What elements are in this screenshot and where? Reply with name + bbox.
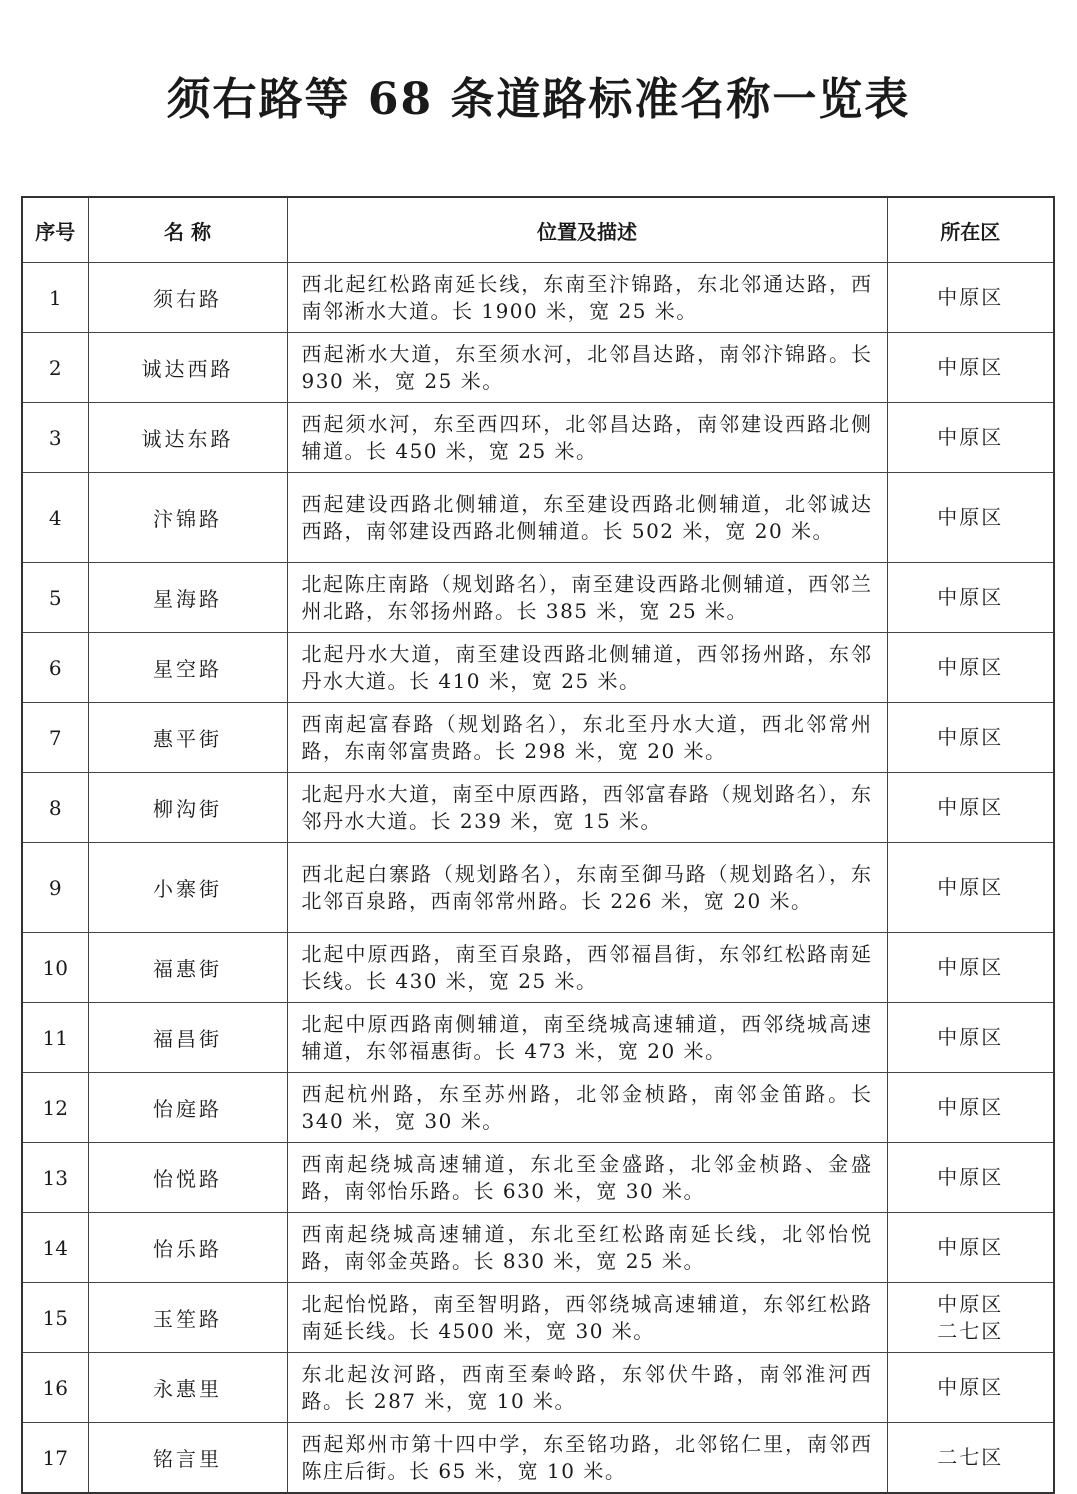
district-name: 中原区 xyxy=(937,655,1004,679)
road-district xyxy=(887,1283,1054,1353)
district-name: 中原区 xyxy=(937,505,1004,529)
road-description: 北起中原西路南侧辅道，南至绕城高速辅道，西邻绕城高速辅道，东邻福惠街。长 473 米，宽 20 米。 xyxy=(287,1003,887,1073)
table-row xyxy=(22,773,1054,843)
road-name: 诚达东路 xyxy=(88,403,287,473)
road-district xyxy=(887,403,1054,473)
road-description: 西南起富春路（规划路名），东北至丹水大道，西北邻常州路，东南邻富贵路。长 298 米，宽 20 米。 xyxy=(287,703,887,773)
table-row xyxy=(22,403,1054,473)
road-description: 西起须水河，东至西四环，北邻昌达路，南邻建设西路北侧辅道。长 450 米，宽 25 米。 xyxy=(287,403,887,473)
road-name: 玉笙路 xyxy=(88,1283,287,1353)
page-title: 须右路等 68 条道路标准名称一览表 xyxy=(166,74,911,125)
road-district xyxy=(887,1143,1054,1213)
row-index: 8 xyxy=(22,773,88,843)
road-name: 铭言里 xyxy=(88,1423,287,1494)
road-description: 西南起绕城高速辅道，东北至金盛路，北邻金桢路、金盛路，南邻怡乐路。长 630 米，宽 30 米。 xyxy=(287,1143,887,1213)
row-index: 14 xyxy=(22,1213,88,1283)
table-row xyxy=(22,473,1054,563)
road-district xyxy=(887,843,1054,933)
table-row xyxy=(22,1213,1054,1283)
row-index: 9 xyxy=(22,843,88,933)
road-name: 须右路 xyxy=(88,263,287,333)
road-description: 东北起汝河路，西南至秦岭路，东邻伏牛路，南邻淮河西路。长 287 米，宽 10 米。 xyxy=(287,1353,887,1423)
district-name: 二七区 xyxy=(937,1318,1004,1343)
district-name: 中原区 xyxy=(937,1095,1004,1119)
district-name: 中原区 xyxy=(937,355,1004,379)
table-row xyxy=(22,333,1054,403)
road-description: 西起杭州路，东至苏州路，北邻金桢路，南邻金笛路。长 340 米，宽 30 米。 xyxy=(287,1073,887,1143)
row-index: 5 xyxy=(22,563,88,633)
header-index: 序号 xyxy=(22,197,88,263)
table-row xyxy=(22,1143,1054,1213)
road-name: 小寨街 xyxy=(88,843,287,933)
district-name: 中原区 xyxy=(937,1291,1004,1316)
row-index: 6 xyxy=(22,633,88,703)
table-row xyxy=(22,1353,1054,1423)
road-name: 福惠街 xyxy=(88,933,287,1003)
road-name: 星海路 xyxy=(88,563,287,633)
row-index: 3 xyxy=(22,403,88,473)
district-name: 中原区 xyxy=(937,725,1004,749)
table-row xyxy=(22,633,1054,703)
row-index: 4 xyxy=(22,473,88,563)
road-district xyxy=(887,333,1054,403)
road-district xyxy=(887,263,1054,333)
table-body xyxy=(22,263,1054,1494)
district-name: 中原区 xyxy=(937,795,1004,819)
table-row xyxy=(22,933,1054,1003)
road-name: 怡悦路 xyxy=(88,1143,287,1213)
table-row xyxy=(22,843,1054,933)
road-name: 星空路 xyxy=(88,633,287,703)
road-description: 西北起白寨路（规划路名），东南至御马路（规划路名），东北邻百泉路，西南邻常州路。长 226 米，宽 20 米。 xyxy=(287,843,887,933)
road-description: 西起淅水大道，东至须水河，北邻昌达路，南邻汴锦路。长 930 米，宽 25 米。 xyxy=(287,333,887,403)
header-description: 位置及描述 xyxy=(287,197,887,263)
district-name: 中原区 xyxy=(937,875,1004,899)
district-name: 中原区 xyxy=(937,955,1004,979)
district-name: 中原区 xyxy=(937,1165,1004,1189)
table-row xyxy=(22,1073,1054,1143)
road-description: 西南起绕城高速辅道，东北至红松路南延长线，北邻怡悦路，南邻金英路。长 830 米，宽 25 米。 xyxy=(287,1213,887,1283)
district-name: 中原区 xyxy=(937,1375,1004,1399)
table-row xyxy=(22,1423,1054,1494)
road-district xyxy=(887,1423,1054,1494)
row-index: 2 xyxy=(22,333,88,403)
road-district xyxy=(887,1213,1054,1283)
road-name: 诚达西路 xyxy=(88,333,287,403)
road-district xyxy=(887,1003,1054,1073)
road-name: 柳沟街 xyxy=(88,773,287,843)
road-description: 北起怡悦路，南至智明路，西邻绕城高速辅道，东邻红松路南延长线。长 4500 米，宽 30 米。 xyxy=(287,1283,887,1353)
road-name: 福昌街 xyxy=(88,1003,287,1073)
row-index: 1 xyxy=(22,263,88,333)
road-district xyxy=(887,473,1054,563)
district-name: 中原区 xyxy=(937,1025,1004,1049)
row-index: 12 xyxy=(22,1073,88,1143)
road-name: 汴锦路 xyxy=(88,473,287,563)
header-name: 名 称 xyxy=(88,197,287,263)
road-district xyxy=(887,563,1054,633)
district-name: 中原区 xyxy=(937,585,1004,609)
table-row xyxy=(22,563,1054,633)
road-name: 怡庭路 xyxy=(88,1073,287,1143)
road-district xyxy=(887,1073,1054,1143)
row-index: 17 xyxy=(22,1423,88,1494)
road-description: 西北起红松路南延长线，东南至汴锦路，东北邻通达路，西南邻淅水大道。长 1900 米，宽 25 米。 xyxy=(287,263,887,333)
road-name: 惠平街 xyxy=(88,703,287,773)
district-name: 中原区 xyxy=(937,1235,1004,1259)
row-index: 15 xyxy=(22,1283,88,1353)
district-name: 中原区 xyxy=(937,425,1004,449)
table-row xyxy=(22,1003,1054,1073)
road-district xyxy=(887,773,1054,843)
table-header-row xyxy=(22,197,1054,263)
road-description: 西起建设西路北侧辅道，东至建设西路北侧辅道，北邻诚达西路，南邻建设西路北侧辅道。长 502 米，宽 20 米。 xyxy=(287,473,887,563)
road-district xyxy=(887,703,1054,773)
row-index: 16 xyxy=(22,1353,88,1423)
row-index: 10 xyxy=(22,933,88,1003)
road-description: 北起丹水大道，南至中原西路，西邻富春路（规划路名），东邻丹水大道。长 239 米，宽 15 米。 xyxy=(287,773,887,843)
district-name: 中原区 xyxy=(937,285,1004,309)
road-description: 西起郑州市第十四中学，东至铭功路，北邻铭仁里，南邻西陈庄后街。长 65 米，宽 10 米。 xyxy=(287,1423,887,1494)
row-index: 7 xyxy=(22,703,88,773)
road-name: 永惠里 xyxy=(88,1353,287,1423)
table-row xyxy=(22,703,1054,773)
header-district: 所在区 xyxy=(887,197,1054,263)
table-row xyxy=(22,263,1054,333)
district-name: 二七区 xyxy=(937,1445,1004,1469)
road-district xyxy=(887,633,1054,703)
road-description: 北起中原西路，南至百泉路，西邻福昌街，东邻红松路南延长线。长 430 米，宽 25 米。 xyxy=(287,933,887,1003)
road-district xyxy=(887,1353,1054,1423)
road-name: 怡乐路 xyxy=(88,1213,287,1283)
table-row xyxy=(22,1283,1054,1353)
road-description: 北起陈庄南路（规划路名），南至建设西路北侧辅道，西邻兰州北路，东邻扬州路。长 385 米，宽 25 米。 xyxy=(287,563,887,633)
row-index: 13 xyxy=(22,1143,88,1213)
road-description: 北起丹水大道，南至建设西路北侧辅道，西邻扬州路，东邻丹水大道。长 410 米，宽 25 米。 xyxy=(287,633,887,703)
road-names-table xyxy=(21,196,1055,1494)
row-index: 11 xyxy=(22,1003,88,1073)
road-district xyxy=(887,933,1054,1003)
